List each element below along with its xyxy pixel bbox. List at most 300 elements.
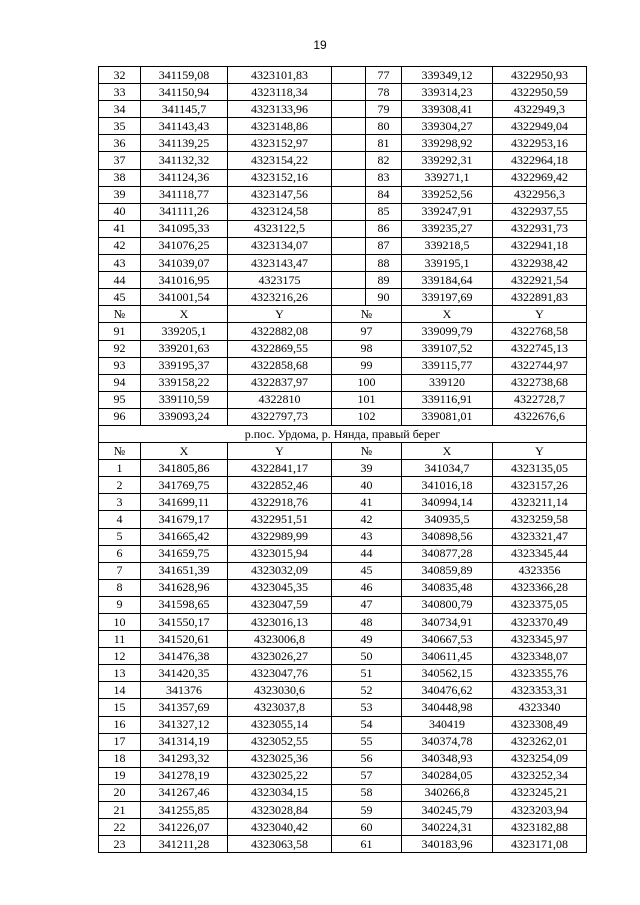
table-cell: 98 bbox=[332, 340, 402, 357]
table-cell: 38 bbox=[99, 169, 141, 186]
table-cell: 341143,43 bbox=[141, 118, 228, 135]
table-cell: 59 bbox=[332, 802, 402, 819]
table-cell: 339184,64 bbox=[402, 272, 493, 289]
table-cell bbox=[332, 255, 366, 272]
table-cell: 45 bbox=[332, 562, 402, 579]
table-row bbox=[99, 203, 587, 220]
table-cell: 4323134,07 bbox=[228, 237, 332, 254]
table-row bbox=[99, 135, 587, 152]
table-cell: 17 bbox=[99, 733, 141, 750]
table-cell: 4323154,22 bbox=[228, 152, 332, 169]
table-cell: 340877,28 bbox=[402, 545, 493, 562]
table-cell: 4323047,59 bbox=[228, 596, 332, 613]
table-cell: 3 bbox=[99, 494, 141, 511]
table-row bbox=[99, 562, 587, 579]
table-cell: 58 bbox=[332, 784, 402, 801]
table-cell: 4323252,34 bbox=[493, 767, 587, 784]
table-cell: 339093,24 bbox=[141, 408, 228, 425]
table-row bbox=[99, 84, 587, 101]
column-header: Y bbox=[493, 443, 587, 460]
table-cell: 4323152,97 bbox=[228, 135, 332, 152]
table-cell: 84 bbox=[366, 186, 402, 203]
table-cell: 50 bbox=[332, 648, 402, 665]
table-cell: 19 bbox=[99, 767, 141, 784]
table-cell bbox=[332, 220, 366, 237]
table-cell: 4323366,28 bbox=[493, 579, 587, 596]
table-cell: 43 bbox=[332, 528, 402, 545]
table-cell: 47 bbox=[332, 596, 402, 613]
table-cell: 4323047,76 bbox=[228, 665, 332, 682]
table-cell: 12 bbox=[99, 648, 141, 665]
table-cell: 2 bbox=[99, 477, 141, 494]
table-row bbox=[99, 118, 587, 135]
table-cell: 339081,01 bbox=[402, 408, 493, 425]
table-cell: 341659,75 bbox=[141, 545, 228, 562]
table-cell: 341769,75 bbox=[141, 477, 228, 494]
table-cell: 4323262,01 bbox=[493, 733, 587, 750]
table-cell: 4323040,42 bbox=[228, 819, 332, 836]
table-cell: 4322949,3 bbox=[493, 101, 587, 118]
table-cell: 1 bbox=[99, 460, 141, 477]
table-cell: 4322891,83 bbox=[493, 289, 587, 306]
table-cell: 4323133,96 bbox=[228, 101, 332, 118]
table-row bbox=[99, 67, 587, 84]
table-cell: 340348,93 bbox=[402, 750, 493, 767]
table-cell: 339349,12 bbox=[402, 67, 493, 84]
table-cell bbox=[332, 203, 366, 220]
table-cell: 89 bbox=[366, 272, 402, 289]
table-cell: 4323037,8 bbox=[228, 699, 332, 716]
table-row bbox=[99, 528, 587, 545]
table-cell: 339308,41 bbox=[402, 101, 493, 118]
table-cell: 93 bbox=[99, 357, 141, 374]
table-cell: 4323321,47 bbox=[493, 528, 587, 545]
table-row bbox=[99, 511, 587, 528]
table-cell bbox=[332, 289, 366, 306]
table-cell: 4322931,73 bbox=[493, 220, 587, 237]
table-cell: 39 bbox=[332, 460, 402, 477]
table-cell: 16 bbox=[99, 716, 141, 733]
table-cell bbox=[332, 169, 366, 186]
table-cell: 4322837,97 bbox=[228, 374, 332, 391]
table-cell: 102 bbox=[332, 408, 402, 425]
table-cell bbox=[332, 101, 366, 118]
table-cell: 340419 bbox=[402, 716, 493, 733]
table-cell: 4323143,47 bbox=[228, 255, 332, 272]
table-cell: 87 bbox=[366, 237, 402, 254]
table-cell: 4322956,3 bbox=[493, 186, 587, 203]
table-cell: 339292,31 bbox=[402, 152, 493, 169]
table-row bbox=[99, 802, 587, 819]
table-cell: 44 bbox=[332, 545, 402, 562]
table-cell: 4323348,07 bbox=[493, 648, 587, 665]
column-header: X bbox=[402, 443, 493, 460]
table-cell: 4323345,44 bbox=[493, 545, 587, 562]
table-cell: 60 bbox=[332, 819, 402, 836]
table-cell: 4323152,16 bbox=[228, 169, 332, 186]
table-cell: 4323101,83 bbox=[228, 67, 332, 84]
table-cell: 35 bbox=[99, 118, 141, 135]
table-cell: 341145,7 bbox=[141, 101, 228, 118]
table-cell: 339218,5 bbox=[402, 237, 493, 254]
table-cell: 83 bbox=[366, 169, 402, 186]
table-cell: 4322768,58 bbox=[493, 323, 587, 340]
table-cell: 4323124,58 bbox=[228, 203, 332, 220]
table-cell: 341278,19 bbox=[141, 767, 228, 784]
table-cell: 92 bbox=[99, 340, 141, 357]
table-row bbox=[99, 255, 587, 272]
table-cell: 85 bbox=[366, 203, 402, 220]
table-cell: 49 bbox=[332, 631, 402, 648]
table-cell: 339116,91 bbox=[402, 391, 493, 408]
table-cell: 341550,17 bbox=[141, 614, 228, 631]
table-row bbox=[99, 579, 587, 596]
table-cell: 97 bbox=[332, 323, 402, 340]
table-cell: 40 bbox=[99, 203, 141, 220]
table-cell: 341699,11 bbox=[141, 494, 228, 511]
table-cell: 4322676,6 bbox=[493, 408, 587, 425]
table-row bbox=[99, 101, 587, 118]
table-row bbox=[99, 220, 587, 237]
table-cell: 39 bbox=[99, 186, 141, 203]
table-row bbox=[99, 648, 587, 665]
table-cell: 339304,27 bbox=[402, 118, 493, 135]
column-header: № bbox=[332, 443, 402, 460]
column-header: X bbox=[141, 443, 228, 460]
table-cell: 4322728,7 bbox=[493, 391, 587, 408]
table-cell: 4322941,18 bbox=[493, 237, 587, 254]
table-cell: 4323045,35 bbox=[228, 579, 332, 596]
table-row bbox=[99, 340, 587, 357]
table-cell: 341327,12 bbox=[141, 716, 228, 733]
table-cell: 4323211,14 bbox=[493, 494, 587, 511]
table-cell: 339314,23 bbox=[402, 84, 493, 101]
table-cell: 4323340 bbox=[493, 699, 587, 716]
table-cell: 339195,1 bbox=[402, 255, 493, 272]
table-cell: 341132,32 bbox=[141, 152, 228, 169]
table-cell: 43 bbox=[99, 255, 141, 272]
table-cell: 341076,25 bbox=[141, 237, 228, 254]
table-header-row bbox=[99, 306, 587, 323]
table-cell: 341293,32 bbox=[141, 750, 228, 767]
table-cell: 4323182,88 bbox=[493, 819, 587, 836]
table-cell: 340611,45 bbox=[402, 648, 493, 665]
table-cell: 339247,91 bbox=[402, 203, 493, 220]
table-cell: 23 bbox=[99, 836, 141, 853]
table-row bbox=[99, 665, 587, 682]
table-cell: 34 bbox=[99, 101, 141, 118]
table-cell: 339107,52 bbox=[402, 340, 493, 357]
table-cell: 4323055,14 bbox=[228, 716, 332, 733]
table-cell: 21 bbox=[99, 802, 141, 819]
table-cell: 42 bbox=[332, 511, 402, 528]
table-cell: 5 bbox=[99, 528, 141, 545]
table-cell: 4323016,13 bbox=[228, 614, 332, 631]
table-cell: 339271,1 bbox=[402, 169, 493, 186]
table-cell: 341150,94 bbox=[141, 84, 228, 101]
table-row bbox=[99, 460, 587, 477]
table-cell: 341628,96 bbox=[141, 579, 228, 596]
table-cell: 101 bbox=[332, 391, 402, 408]
table-cell: 341118,77 bbox=[141, 186, 228, 203]
table-cell: 4322882,08 bbox=[228, 323, 332, 340]
table-cell: 61 bbox=[332, 836, 402, 853]
table-row bbox=[99, 819, 587, 836]
table-cell: 4322951,51 bbox=[228, 511, 332, 528]
table-cell: 340835,48 bbox=[402, 579, 493, 596]
table-cell: 341476,38 bbox=[141, 648, 228, 665]
table-cell: 80 bbox=[366, 118, 402, 135]
table-header-row bbox=[99, 443, 587, 460]
table-cell: 6 bbox=[99, 545, 141, 562]
table-cell: 8 bbox=[99, 579, 141, 596]
table-cell: 339197,69 bbox=[402, 289, 493, 306]
table-row bbox=[99, 767, 587, 784]
table-cell: 4323063,58 bbox=[228, 836, 332, 853]
table-cell: 41 bbox=[332, 494, 402, 511]
table-cell: 4323030,6 bbox=[228, 682, 332, 699]
table-cell: 4 bbox=[99, 511, 141, 528]
table-cell: 340374,78 bbox=[402, 733, 493, 750]
table-cell: 54 bbox=[332, 716, 402, 733]
table-row bbox=[99, 152, 587, 169]
table-cell: 341039,07 bbox=[141, 255, 228, 272]
table-cell: 340245,79 bbox=[402, 802, 493, 819]
table-cell: 77 bbox=[366, 67, 402, 84]
table-cell: 82 bbox=[366, 152, 402, 169]
table-cell: 22 bbox=[99, 819, 141, 836]
table-cell: 32 bbox=[99, 67, 141, 84]
table-cell: 7 bbox=[99, 562, 141, 579]
table-cell: 4323032,09 bbox=[228, 562, 332, 579]
table-cell: 4323375,05 bbox=[493, 596, 587, 613]
table-cell: 339158,22 bbox=[141, 374, 228, 391]
table-row bbox=[99, 733, 587, 750]
table-cell: 341805,86 bbox=[141, 460, 228, 477]
table-cell bbox=[332, 135, 366, 152]
table-cell: 340800,79 bbox=[402, 596, 493, 613]
table-row bbox=[99, 323, 587, 340]
table-cell bbox=[332, 152, 366, 169]
table-cell: 79 bbox=[366, 101, 402, 118]
table-cell: 4322869,55 bbox=[228, 340, 332, 357]
table-cell: 4322953,16 bbox=[493, 135, 587, 152]
table-cell: 100 bbox=[332, 374, 402, 391]
table-cell: 4323025,36 bbox=[228, 750, 332, 767]
table-cell: 4322989,99 bbox=[228, 528, 332, 545]
table-cell: 4323245,21 bbox=[493, 784, 587, 801]
table-cell: 14 bbox=[99, 682, 141, 699]
table-cell bbox=[332, 272, 366, 289]
table-cell bbox=[332, 84, 366, 101]
table-cell: 9 bbox=[99, 596, 141, 613]
table-cell: 53 bbox=[332, 699, 402, 716]
table-cell: 4323034,15 bbox=[228, 784, 332, 801]
table-cell: 4322810 bbox=[228, 391, 332, 408]
column-header: № bbox=[99, 306, 141, 323]
table-cell: 55 bbox=[332, 733, 402, 750]
table-cell: 57 bbox=[332, 767, 402, 784]
table-row bbox=[99, 272, 587, 289]
table-cell: 94 bbox=[99, 374, 141, 391]
table-row bbox=[99, 631, 587, 648]
table-cell: 341211,28 bbox=[141, 836, 228, 853]
table-cell: 4323006,8 bbox=[228, 631, 332, 648]
table-cell: 339099,79 bbox=[402, 323, 493, 340]
table-cell: 4323175 bbox=[228, 272, 332, 289]
table-cell: 340994,14 bbox=[402, 494, 493, 511]
table-cell: 341255,85 bbox=[141, 802, 228, 819]
table-cell: 340562,15 bbox=[402, 665, 493, 682]
table-row bbox=[99, 699, 587, 716]
table-cell: 99 bbox=[332, 357, 402, 374]
table-cell: 4322918,76 bbox=[228, 494, 332, 511]
table-cell: 4322938,42 bbox=[493, 255, 587, 272]
section-title: р.пос. Урдома, р. Нянда, правый берег bbox=[99, 425, 587, 442]
table-cell: 4323157,26 bbox=[493, 477, 587, 494]
table-cell: 340183,96 bbox=[402, 836, 493, 853]
table-cell: 340266,8 bbox=[402, 784, 493, 801]
column-header: № bbox=[332, 306, 402, 323]
table-cell bbox=[332, 67, 366, 84]
table-cell: 341314,19 bbox=[141, 733, 228, 750]
table-cell: 88 bbox=[366, 255, 402, 272]
table-row bbox=[99, 836, 587, 853]
table-cell: 339195,37 bbox=[141, 357, 228, 374]
table-cell: 341376 bbox=[141, 682, 228, 699]
table-row bbox=[99, 408, 587, 425]
table-cell: 341651,39 bbox=[141, 562, 228, 579]
table-cell: 48 bbox=[332, 614, 402, 631]
table-row bbox=[99, 682, 587, 699]
table-cell: 4322949,04 bbox=[493, 118, 587, 135]
table-row bbox=[99, 477, 587, 494]
table-cell: 20 bbox=[99, 784, 141, 801]
table-cell: 4323370,49 bbox=[493, 614, 587, 631]
table-cell: 341016,95 bbox=[141, 272, 228, 289]
table-cell: 4323308,49 bbox=[493, 716, 587, 733]
table-cell: 341124,36 bbox=[141, 169, 228, 186]
table-cell: 339120 bbox=[402, 374, 493, 391]
table-cell: 341159,08 bbox=[141, 67, 228, 84]
table-cell: 4322950,93 bbox=[493, 67, 587, 84]
table-cell: 4323148,86 bbox=[228, 118, 332, 135]
table-cell: 339115,77 bbox=[402, 357, 493, 374]
table-row bbox=[99, 596, 587, 613]
table-cell: 52 bbox=[332, 682, 402, 699]
table-row bbox=[99, 391, 587, 408]
table-cell: 81 bbox=[366, 135, 402, 152]
table-cell: 4323026,27 bbox=[228, 648, 332, 665]
table-cell: 340667,53 bbox=[402, 631, 493, 648]
column-header: X bbox=[402, 306, 493, 323]
table-cell: 10 bbox=[99, 614, 141, 631]
table-row bbox=[99, 494, 587, 511]
column-header: Y bbox=[228, 306, 332, 323]
table-cell: 18 bbox=[99, 750, 141, 767]
table-cell: 4323203,94 bbox=[493, 802, 587, 819]
table-cell: 4322841,17 bbox=[228, 460, 332, 477]
table-cell: 341357,69 bbox=[141, 699, 228, 716]
table-cell: 4322950,59 bbox=[493, 84, 587, 101]
table-cell: 4322797,73 bbox=[228, 408, 332, 425]
table-cell: 4322744,97 bbox=[493, 357, 587, 374]
table-row bbox=[99, 169, 587, 186]
table-cell: 341016,18 bbox=[402, 477, 493, 494]
table-cell: 4323118,34 bbox=[228, 84, 332, 101]
table-cell: 4323171,08 bbox=[493, 836, 587, 853]
table-cell: 339201,63 bbox=[141, 340, 228, 357]
page-number: 19 bbox=[313, 38, 327, 52]
table-cell: 4322969,42 bbox=[493, 169, 587, 186]
table-cell: 4323259,58 bbox=[493, 511, 587, 528]
table-cell: 13 bbox=[99, 665, 141, 682]
table-cell: 340859,89 bbox=[402, 562, 493, 579]
table-cell: 37 bbox=[99, 152, 141, 169]
table-cell: 341598,65 bbox=[141, 596, 228, 613]
table-cell: 340734,91 bbox=[402, 614, 493, 631]
table-cell: 56 bbox=[332, 750, 402, 767]
table-cell: 86 bbox=[366, 220, 402, 237]
table-cell: 340898,56 bbox=[402, 528, 493, 545]
table-cell: 4323345,97 bbox=[493, 631, 587, 648]
table-cell: 51 bbox=[332, 665, 402, 682]
table-cell: 340476,62 bbox=[402, 682, 493, 699]
table-cell: 341267,46 bbox=[141, 784, 228, 801]
table-cell: 341095,33 bbox=[141, 220, 228, 237]
table-cell: 4323122,5 bbox=[228, 220, 332, 237]
table-cell: 340448,98 bbox=[402, 699, 493, 716]
table-cell: 4323135,05 bbox=[493, 460, 587, 477]
coordinates-table-body bbox=[99, 67, 587, 853]
table-cell: 341111,26 bbox=[141, 203, 228, 220]
table-cell: 341001,54 bbox=[141, 289, 228, 306]
table-cell: 341226,07 bbox=[141, 819, 228, 836]
table-cell: 4322921,54 bbox=[493, 272, 587, 289]
table-row bbox=[99, 237, 587, 254]
table-cell: 15 bbox=[99, 699, 141, 716]
column-header: X bbox=[141, 306, 228, 323]
table-cell: 41 bbox=[99, 220, 141, 237]
table-cell: 96 bbox=[99, 408, 141, 425]
table-cell: 340935,5 bbox=[402, 511, 493, 528]
table-cell: 4322738,68 bbox=[493, 374, 587, 391]
table-row bbox=[99, 186, 587, 203]
table-cell: 4323025,22 bbox=[228, 767, 332, 784]
table-cell: 339110,59 bbox=[141, 391, 228, 408]
table-cell: 339252,56 bbox=[402, 186, 493, 203]
table-cell: 78 bbox=[366, 84, 402, 101]
table-cell: 341665,42 bbox=[141, 528, 228, 545]
table-cell: 341520,61 bbox=[141, 631, 228, 648]
table-row bbox=[99, 374, 587, 391]
table-cell: 95 bbox=[99, 391, 141, 408]
table-cell: 91 bbox=[99, 323, 141, 340]
table-cell: 339298,92 bbox=[402, 135, 493, 152]
table-cell: 44 bbox=[99, 272, 141, 289]
table-cell: 4322745,13 bbox=[493, 340, 587, 357]
table-cell: 4322852,46 bbox=[228, 477, 332, 494]
table-cell: 4323254,09 bbox=[493, 750, 587, 767]
column-header: № bbox=[99, 443, 141, 460]
table-cell: 46 bbox=[332, 579, 402, 596]
table-row bbox=[99, 357, 587, 374]
table-cell: 4323147,56 bbox=[228, 186, 332, 203]
table-cell: 4323052,55 bbox=[228, 733, 332, 750]
table-cell: 4323356 bbox=[493, 562, 587, 579]
table-cell: 4323028,84 bbox=[228, 802, 332, 819]
table-cell: 40 bbox=[332, 477, 402, 494]
